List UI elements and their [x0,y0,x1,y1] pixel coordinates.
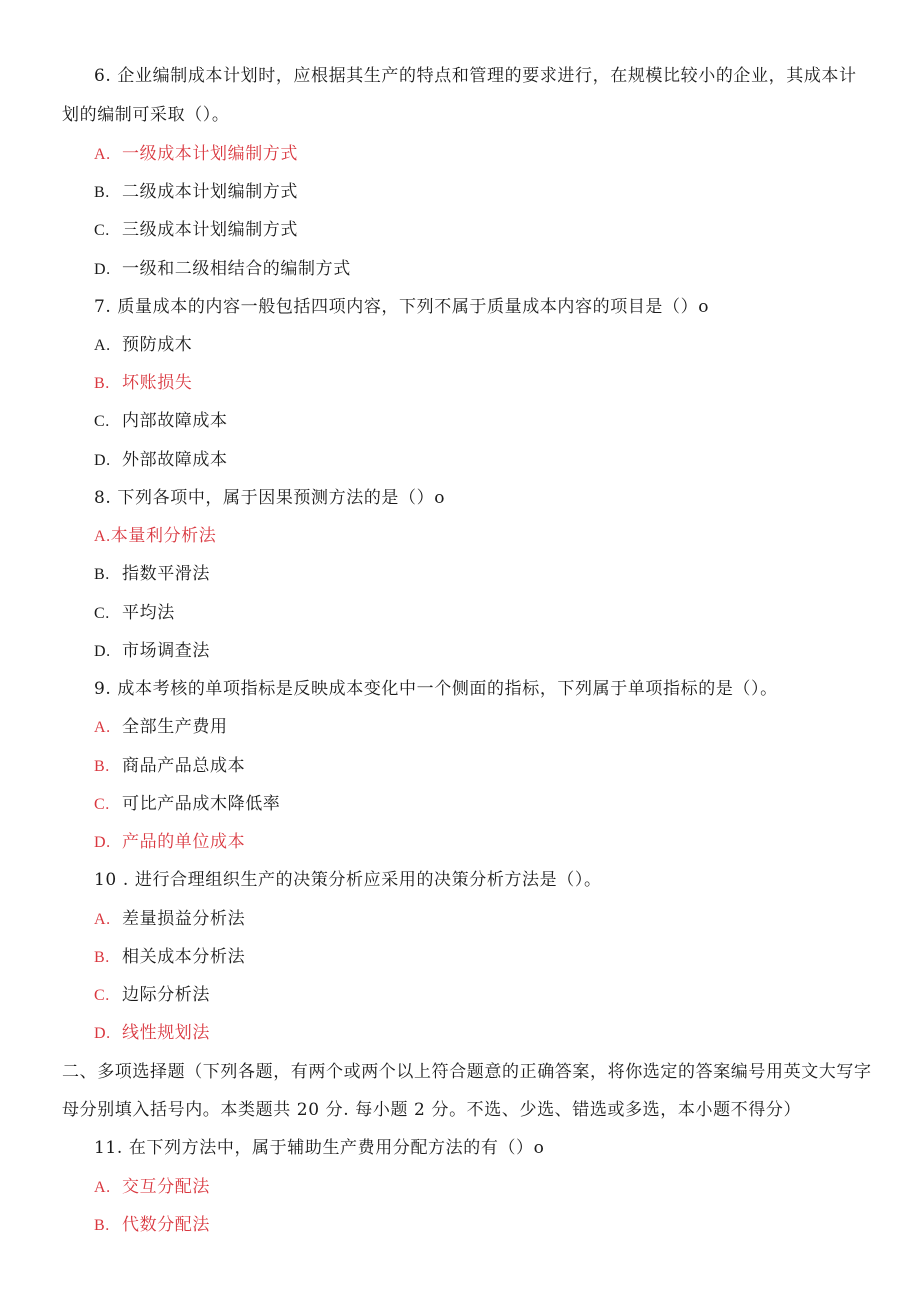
option-letter: B. [94,375,110,392]
option-letter: A. [94,337,111,354]
option-letter: D. [94,261,111,278]
question-11-option-b [94,1213,210,1238]
option-letter: C. [94,796,110,813]
option-text: 外部故障成本 [122,450,228,470]
option-letter: A. [94,719,111,736]
question-7-stem: 7. 质量成本的内容一般包括四项内容，下列不属于质量成本内容的项目是（）o [94,297,710,317]
question-8-option-b [94,562,210,587]
option-letter: B. [94,758,110,775]
question-6-option-c [94,218,298,243]
option-text: 边际分析法 [122,985,210,1005]
question-11-option-a [94,1175,210,1200]
option-letter: A. [94,911,111,928]
option-letter: A. [94,146,111,163]
question-6-option-d [94,257,351,282]
option-text: 本量利分析法 [110,526,217,546]
option-letter: C. [94,987,110,1004]
question-10-option-b [94,945,245,970]
option-text: 一级和二级相结合的编制方式 [122,259,351,279]
option-text: 平均法 [122,603,175,623]
option-letter: D. [94,452,111,469]
option-letter: B. [94,1217,110,1234]
option-text: 产品的单位成本 [122,832,246,852]
question-8-option-d [94,639,210,664]
option-letter: D. [94,643,111,660]
option-text: 市场调查法 [122,641,210,661]
question-7-option-d [94,448,228,473]
option-text: 代数分配法 [122,1215,210,1235]
option-text: 差量损益分析法 [122,909,246,929]
question-10-option-d [94,1021,210,1046]
option-letter: C. [94,413,110,430]
question-7-option-b [94,371,192,396]
option-text: 二级成本计划编制方式 [122,182,298,202]
option-text: 商品产品总成本 [122,756,246,776]
option-text: 相关成本分析法 [122,947,246,967]
question-6-option-b [94,180,298,205]
option-text: 全部生产费用 [122,717,228,737]
question-9-option-a [94,715,228,740]
option-letter: B. [94,949,110,966]
option-letter: B. [94,184,110,201]
option-letter: A. [94,1179,111,1196]
question-9-option-b [94,754,245,779]
question-6-stem: 6. 企业编制成本计划时，应根据其生产的特点和管理的要求进行，在规模比较小的企业，其成本计 [94,66,857,86]
question-7-option-a [94,333,192,358]
option-letter: C. [94,222,110,239]
question-10-stem: 10 . 进行合理组织生产的决策分析应采用的决策分析方法是（）。 [94,870,602,890]
option-letter: A. [94,528,111,545]
option-text: 线性规划法 [122,1023,210,1043]
section-2-heading: 二、多项选择题（下列各题，有两个或两个以上符合题意的正确答案，将你选定的答案编号用英文大写字 [62,1062,872,1082]
option-text: 指数平滑法 [122,564,210,584]
question-10-option-a [94,907,245,932]
question-8-stem: 8. 下列各项中，属于因果预测方法的是（）o [94,488,446,508]
question-9-option-c [94,792,280,817]
question-6-option-a [94,142,298,167]
option-letter: D. [94,1025,111,1042]
question-8-option-c [94,601,175,626]
question-9-stem: 9. 成本考核的单项指标是反映成本变化中一个侧面的指标，下列属于单项指标的是（）。 [94,679,778,699]
option-text: 可比产品成木降低率 [122,794,281,814]
question-6-stem-continued: 划的编制可采取（）。 [62,105,230,125]
option-text: 一级成本计划编制方式 [122,144,298,164]
option-letter: C. [94,605,110,622]
question-10-option-c [94,983,210,1008]
question-7-option-c [94,409,228,434]
option-text: 预防成木 [122,335,193,355]
option-text: 内部故障成本 [122,411,228,431]
question-8-option-a [94,524,216,549]
section-2-heading-continued: 母分别填入括号内。本类题共 20 分. 每小题 2 分。不选、少选、错选或多选，本小题不得分） [62,1100,802,1120]
option-letter: D. [94,834,111,851]
option-text: 交互分配法 [122,1177,210,1197]
option-letter: B. [94,566,110,583]
option-text: 三级成本计划编制方式 [122,220,298,240]
question-11-stem: 11. 在下列方法中，属于辅助生产费用分配方法的有（）o [94,1138,545,1158]
option-text: 坏账损失 [122,373,193,393]
question-9-option-d [94,830,245,855]
